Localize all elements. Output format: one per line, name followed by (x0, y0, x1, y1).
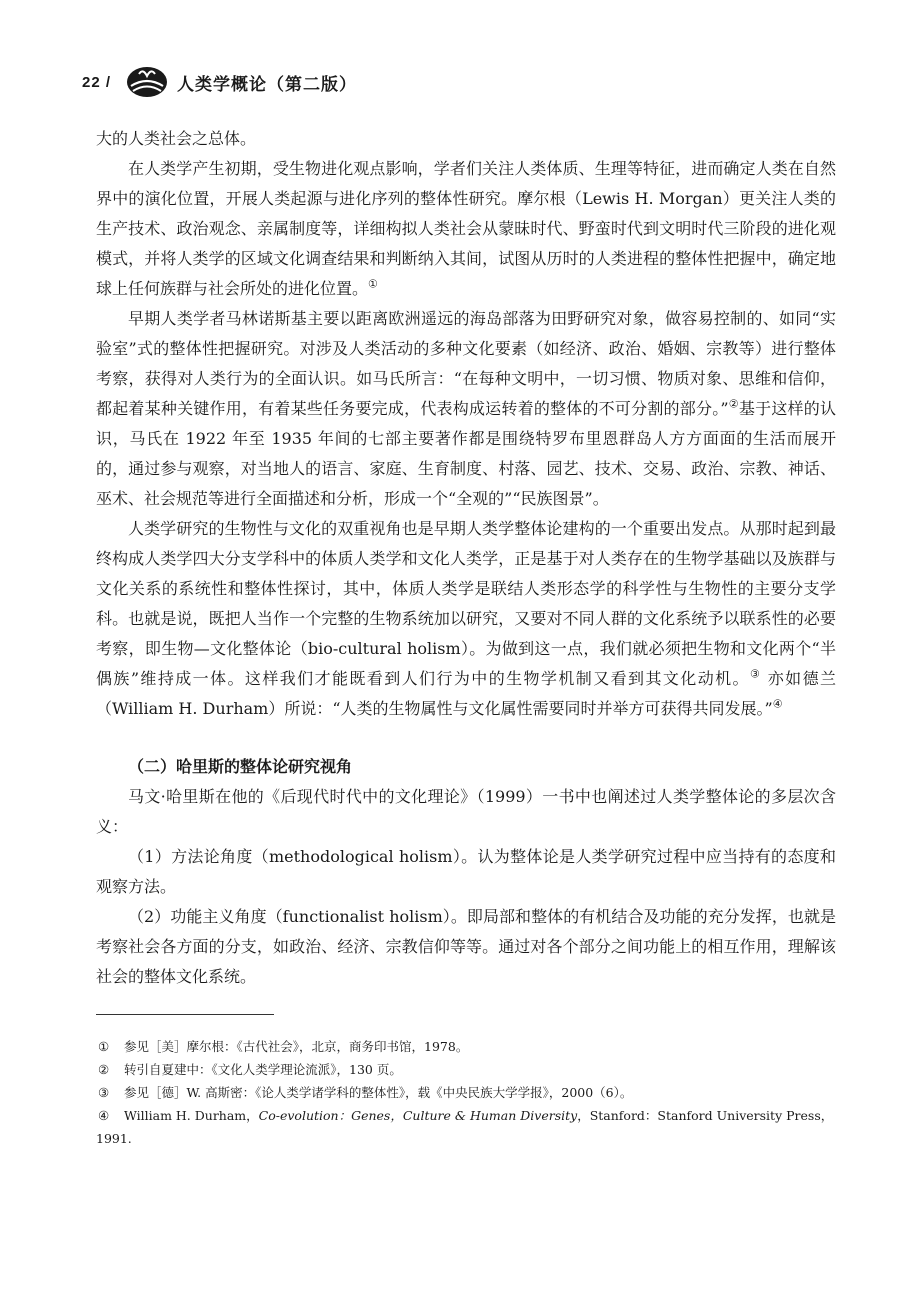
section-heading: （二）哈里斯的整体论研究视角 (128, 757, 353, 776)
footnote-text: 转引自夏建中：《文化人类学理论流派》，130 页。 (124, 1062, 402, 1077)
footnote-ref[interactable]: ③ (749, 667, 762, 681)
paragraph: 人类学研究的生物性与文化的双重视角也是早期人类学整体论建构的一个重要出发点。从那时起到最终构成人类学四大分支学科中的体质人类学和文化人类学，正是基于对人类存在的生物学基础以及族群与文化关系的系统性和整体性探讨，其中，体质人类学是联结人类形态学的科学性与生物性的主要分支学科。也就是说，既把人当作一个完整的生物系统加以研究，又要对不同人群的文化系统予以联系性的必要考察，即生物—文化整体论（bio-cultural holism）。为做到这一点，我们就必须把生物和文化两个“半偶族”维持成一体。这样我们才能既看到人们行为中的生物学机制又看到其文化动机。③ 亦如德兰（William H. Durham）所说：“人类的生物属性与文化属性需要同时并举方可获得共同发展。”④ (96, 519, 836, 718)
footnote-divider (96, 1014, 274, 1015)
footnote-continuation: 1991. (96, 1131, 132, 1146)
footnote-mark: ③ (98, 1085, 110, 1100)
page-header (82, 62, 842, 102)
page-number: 22 / (82, 73, 112, 91)
footnote-ref[interactable]: ① (368, 277, 378, 291)
paragraph: （1）方法论角度（methodological holism）。认为整体论是人类学研究过程中应当持有的态度和观察方法。 (96, 847, 836, 896)
footnote-mark: ① (98, 1039, 110, 1054)
paragraph: 在人类学产生初期，受生物进化观点影响，学者们关注人类体质、生理等特征，进而确定人类在自然界中的演化位置，开展人类起源与进化序列的整体性研究。摩尔根（Lewis H. Morgan）更关注人类的生产技术、政治观念、亲属制度等，详细构拟人类社会从蒙昧时代、野蛮时代到文明时代三阶段的进化观模式，并将人类学的区域文化调查结果和判断纳入其间，试图从历时的人类进程的整体性把握中，确定地球上任何族群与社会所处的进化位置。① (96, 159, 836, 298)
book-title: 人类学概论（第二版） (177, 74, 358, 95)
book-logo-icon (125, 64, 169, 100)
footnote-book-title: Co-evolution：Genes，Culture & Human Diversity (258, 1108, 578, 1123)
footnote (96, 1035, 836, 1058)
footnote (96, 1104, 836, 1127)
paragraph: 大的人类社会之总体。 (96, 129, 257, 148)
footnotes (96, 1035, 836, 1150)
footnote-text: 参见［美］摩尔根：《古代社会》，北京，商务印书馆，1978。 (124, 1039, 469, 1054)
paragraph: 马文·哈里斯在他的《后现代时代中的文化理论》（1999）一书中也阐述过人类学整体论的多层次含义： (96, 787, 836, 836)
footnote-text: William H. Durham，Co-evolution：Genes，Culture & Human Diversity，Stanford：Stanford University Press， (124, 1108, 834, 1123)
footnote (96, 1081, 836, 1104)
paragraph: （2）功能主义角度（functionalist holism）。即局部和整体的有机结合及功能的充分发挥，也就是考察社会各方面的分支，如政治、经济、宗教信仰等等。通过对各个部分之间功能上的相互作用，理解该社会的整体文化系统。 (96, 907, 836, 986)
footnote-mark: ② (98, 1062, 110, 1077)
body-text (96, 124, 836, 1150)
footnote-text: 参见［德］W. 高斯密：《论人类学诸学科的整体性》，载《中央民族大学学报》，2000（6）。 (124, 1085, 633, 1100)
footnote-ref[interactable]: ② (728, 397, 739, 411)
paragraph: 早期人类学者马林诺斯基主要以距离欧洲遥远的海岛部落为田野研究对象，做容易控制的、如同“实验室”式的整体性把握研究。对涉及人类活动的多种文化要素（如经济、政治、婚姻、宗教等）进行整体考察，获得对人类行为的全面认识。如马氏所言：“在每种文明中，一切习惯、物质对象、思维和信仰，都起着某种关键作用，有着某些任务要完成，代表构成运转着的整体的不可分割的部分。”②基于这样的认识，马氏在 1922 年至 1935 年间的七部主要著作都是围绕特罗布里恩群岛人方方面面的生活而展开的，通过参与观察，对当地人的语言、家庭、生育制度、村落、园艺、技术、交易、政治、宗教、神话、巫术、社会规范等进行全面描述和分析，形成一个“全观的”“民族图景”。 (96, 309, 836, 508)
footnote-ref[interactable]: ④ (772, 697, 783, 711)
footnote (96, 1058, 836, 1081)
footnote-mark: ④ (98, 1108, 110, 1123)
